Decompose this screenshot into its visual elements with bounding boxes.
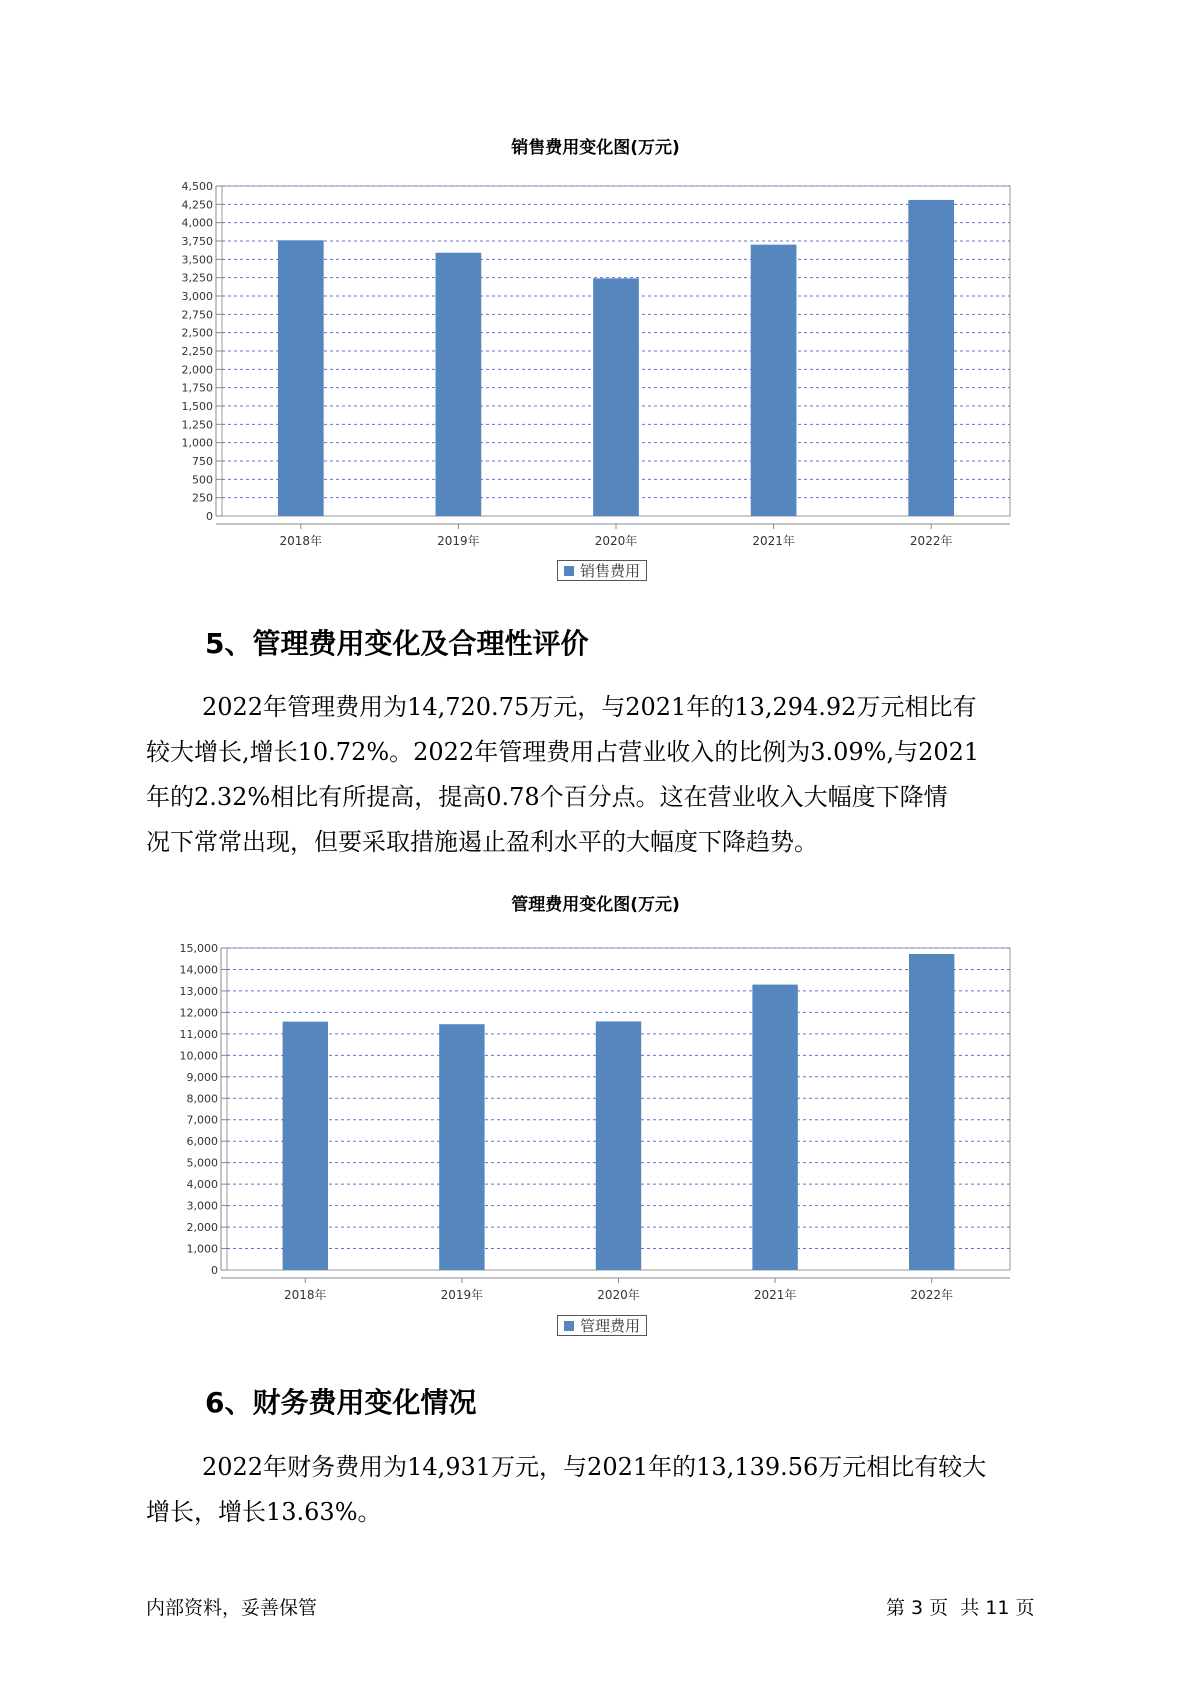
y-tick-label: 2,000 bbox=[181, 363, 213, 377]
y-tick-label: 2,750 bbox=[181, 308, 213, 322]
bar bbox=[278, 240, 324, 516]
bar bbox=[909, 954, 954, 1270]
y-tick-label: 3,750 bbox=[181, 235, 213, 248]
paragraph-line: 增长，增长13.63%。 bbox=[146, 1498, 382, 1526]
paragraph-line: 2022年管理费用为14,720.75万元，与2021年的13,294.92万元相比有 bbox=[202, 693, 977, 721]
y-tick-label: 3,000 bbox=[186, 1199, 218, 1213]
y-tick-label: 0 bbox=[211, 1264, 218, 1277]
admin-expense-chart bbox=[0, 920, 1191, 1340]
y-tick-label: 1,000 bbox=[181, 436, 213, 450]
chart-title-sales: 销售费用变化图(万元) bbox=[511, 138, 680, 158]
bar bbox=[751, 245, 797, 516]
page-number: 第 3 页 共 11 页 bbox=[886, 1597, 1035, 1619]
chart-title-admin: 管理费用变化图(万元) bbox=[511, 895, 680, 915]
x-tick-label: 2020年 bbox=[594, 534, 638, 548]
y-tick-label: 14,000 bbox=[179, 963, 218, 977]
y-tick-label: 8,000 bbox=[186, 1092, 218, 1106]
y-tick-label: 1,750 bbox=[181, 381, 213, 395]
legend-label: 销售费用 bbox=[580, 562, 641, 580]
x-tick-label: 2021年 bbox=[753, 1288, 797, 1302]
y-tick-label: 3,000 bbox=[181, 290, 213, 303]
section-heading-6: 6、财务费用变化情况 bbox=[205, 1386, 477, 1419]
y-tick-label: 2,500 bbox=[181, 326, 213, 340]
x-tick-label: 2019年 bbox=[437, 534, 480, 548]
x-tick-label: 2021年 bbox=[752, 534, 795, 548]
y-tick-label: 7,000 bbox=[186, 1113, 218, 1127]
section-5-paragraph bbox=[146, 685, 1066, 865]
y-tick-label: 3,500 bbox=[181, 253, 213, 267]
bar bbox=[908, 200, 954, 516]
y-tick-label: 4,000 bbox=[186, 1178, 218, 1192]
y-tick-label: 5,000 bbox=[186, 1156, 218, 1170]
section-heading-5: 5、管理费用变化及合理性评价 bbox=[205, 627, 589, 660]
x-tick-label: 2022年 bbox=[909, 534, 953, 548]
y-tick-label: 2,000 bbox=[186, 1221, 218, 1235]
y-tick-label: 13,000 bbox=[179, 984, 218, 998]
y-tick-label: 10,000 bbox=[179, 1049, 218, 1063]
y-tick-label: 1,250 bbox=[181, 418, 213, 432]
y-tick-label: 4,000 bbox=[181, 216, 213, 230]
legend-sales bbox=[557, 560, 647, 581]
y-tick-label: 4,250 bbox=[181, 198, 213, 212]
paragraph-line: 较大增长,增长10.72%。2022年管理费用占营业收入的比例为3.09%,与2021 bbox=[146, 738, 980, 766]
y-tick-label: 1,500 bbox=[181, 400, 213, 413]
x-tick-label: 2018年 bbox=[279, 534, 323, 548]
x-tick-label: 2019年 bbox=[440, 1288, 484, 1302]
y-tick-label: 11,000 bbox=[179, 1027, 218, 1041]
y-tick-label: 250 bbox=[192, 491, 213, 505]
paragraph-line: 2022年财务费用为14,931万元，与2021年的13,139.56万元相比有较大 bbox=[202, 1453, 987, 1481]
y-tick-label: 750 bbox=[192, 455, 213, 468]
x-tick-label: 2020年 bbox=[597, 1288, 640, 1302]
footer-note: 内部资料，妥善保管 bbox=[146, 1597, 318, 1619]
y-tick-label: 0 bbox=[206, 510, 213, 523]
bar bbox=[283, 1022, 328, 1270]
x-tick-label: 2022年 bbox=[910, 1288, 953, 1302]
y-tick-label: 1,000 bbox=[186, 1242, 218, 1256]
legend-swatch bbox=[564, 566, 574, 576]
bar bbox=[436, 253, 482, 516]
section-6-paragraph bbox=[146, 1445, 1066, 1535]
legend-admin bbox=[557, 1315, 647, 1336]
paragraph-line: 年的2.32%相比有所提高，提高0.78个百分点。这在营业收入大幅度下降情 bbox=[146, 783, 948, 811]
y-tick-label: 9,000 bbox=[186, 1070, 218, 1084]
legend-label: 管理费用 bbox=[580, 1317, 641, 1335]
y-tick-label: 2,250 bbox=[181, 345, 213, 358]
y-tick-label: 500 bbox=[192, 473, 213, 487]
y-tick-label: 15,000 bbox=[179, 942, 218, 955]
y-tick-label: 12,000 bbox=[179, 1006, 218, 1020]
legend-swatch bbox=[564, 1321, 574, 1331]
y-tick-label: 3,250 bbox=[181, 271, 213, 285]
y-tick-label: 6,000 bbox=[186, 1135, 218, 1149]
sales-expense-chart bbox=[0, 160, 1191, 680]
bar bbox=[593, 278, 639, 516]
y-tick-label: 4,500 bbox=[181, 180, 213, 193]
bar bbox=[439, 1024, 484, 1270]
bar bbox=[752, 985, 797, 1270]
x-tick-label: 2018年 bbox=[284, 1288, 327, 1302]
paragraph-line: 况下常常出现，但要采取措施遏止盈利水平的大幅度下降趋势。 bbox=[146, 828, 818, 856]
bar bbox=[596, 1021, 641, 1270]
